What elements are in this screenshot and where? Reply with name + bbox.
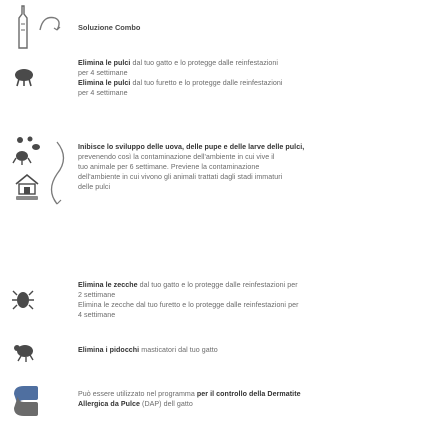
text-line: tuo animale per 6 settimane. Previene la contaminazione: [78, 163, 260, 171]
tick-icon: [12, 288, 34, 312]
section-lice: [78, 345, 408, 355]
bottle-icon: [16, 4, 30, 52]
louse-icon: [12, 340, 36, 362]
section-ticks: [78, 280, 408, 320]
text-line: delle pulci: [78, 183, 111, 191]
house-icon: [14, 172, 40, 202]
section-fleas: [78, 58, 408, 98]
swirl-icon: [35, 10, 65, 40]
text-line: Elimina i pidocchi masticatori dal tuo gatto: [78, 346, 218, 354]
text-line: 4 settimane: [78, 311, 116, 319]
text-line: Elimina le zecche dal tuo furetto e lo protegge dalle reinfestazioni per: [78, 301, 299, 309]
text-line: dell'ambiente in cui vivono gli animali trattati dagli stadi immaturi: [78, 173, 283, 181]
page-title: Soluzione Combo: [78, 23, 141, 32]
flea-icon: [13, 67, 35, 87]
text-line: per 4 settimane: [78, 69, 128, 77]
text-line: Elimina le zecche dal tuo gatto e lo protegge dalle reinfestazioni per: [78, 281, 298, 289]
text-line: prevenendo così la contaminazione dell'ambiente in cui vive il: [78, 153, 275, 161]
section-dermatitis: [78, 389, 408, 409]
text-line: per 4 settimane: [78, 89, 128, 97]
text-line: Può essere utilizzato nel programma per il controllo della Dermatite: [78, 390, 301, 398]
circle-arrow-icon: [42, 138, 72, 208]
text-line: Inibisce lo sviluppo delle uova, delle pupe e delle larve delle pulci,: [78, 143, 305, 151]
section-eggs-larvae: [78, 142, 408, 192]
flea-life-cycle-icon: [10, 132, 44, 166]
text-line: 2 settimane: [78, 291, 116, 299]
text-line: Elimina le pulci dal tuo furetto e lo protegge dalle reinfestazioni: [78, 79, 283, 87]
text-line: Elimina le pulci dal tuo gatto e lo protegge dalle reinfestazioni: [78, 59, 279, 67]
capsule-icon: [10, 384, 40, 418]
text-line: Allergica da Pulce (DAP) dell gatto: [78, 400, 193, 408]
